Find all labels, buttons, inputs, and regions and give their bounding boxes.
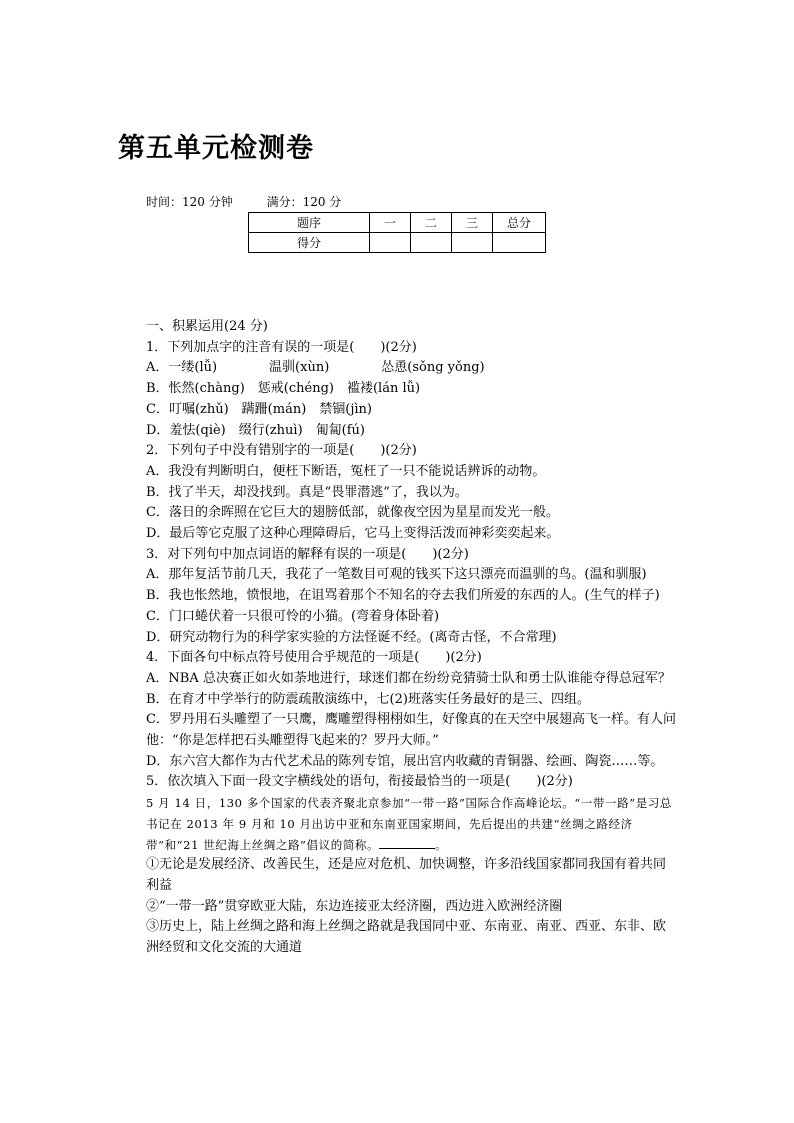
- question-5-passage: [118, 793, 678, 855]
- score-row-label: 得分: [249, 233, 370, 253]
- question-5-sentence-2: ②“一带一路”贯穿欧亚大陆，东边连接亚太经济圈，西边进入欧洲经济圈: [146, 898, 563, 914]
- score-table-header-row: [249, 213, 546, 233]
- score-table-score-row: [249, 233, 546, 253]
- question-5-sentence-1: ①无论是发展经济、改善民生，还是应对危机、加快调整，许多沿线国家都同我国有着共同利益: [146, 857, 667, 893]
- section-heading: 一、积累运用(24 分): [146, 319, 268, 334]
- header-cell-part3: 三: [452, 213, 493, 233]
- question-1-option-a: A．一缕(lǚ) 温驯(xùn) 怂恿(sǒng yǒng): [146, 360, 485, 376]
- question-2-option-c: C．落日的余晖照在它巨大的翅膀低部，就像夜空因为星星而发光一般。: [146, 505, 559, 521]
- question-5-passage-text: 5 月 14 日，130 多个国家的代表齐聚北京参加“一带一路”国际合作高峰论坛。“一带一路”是习总书记在 2013 年 9 月和 10 月出访中亚和东南亚国家期间，先后提出的共建“丝绸之路经济带”和“21 世纪海上丝绸之路”倡议的简称。: [146, 796, 673, 852]
- score-cell-part1[interactable]: [370, 233, 411, 253]
- question-5: 5．依次填入下面一段文字横线处的语句，衔接最恰当的一项是( )(2分): [146, 774, 573, 790]
- question-4-option-d: D．东六宫大都作为古代艺术品的陈列专馆，展出宫内收藏的青铜器、绘画、陶瓷……等。: [146, 753, 664, 769]
- question-2-option-a: A．我没有判断明白，便枉下断语，冤枉了一只不能说话辨诉的动物。: [146, 463, 546, 479]
- question-1: 1．下列加点字的注音有误的一项是( )(2分): [146, 339, 417, 355]
- exam-meta: [146, 193, 341, 210]
- question-4-option-c: C．罗丹用石头雕塑了一只鹰，鹰雕塑得栩栩如生，好像真的在天空中展翅高飞一样。有人问他：“你是怎样把石头雕塑得飞起来的？罗丹大师。”: [146, 712, 676, 749]
- question-3-option-b: B．我也怅然地，愤恨地，在诅骂着那个不知名的夺去我们所爱的东西的人。(生气的样子): [146, 588, 660, 604]
- question-3-option-c: C．门口蜷伏着一只很可怜的小猫。(弯着身体卧着): [146, 608, 440, 624]
- page-title: 第五单元检测卷: [118, 133, 314, 164]
- question-3-option-d: D．研究动物行为的科学家实验的方法怪诞不经。(离奇古怪，不合常理): [146, 629, 557, 645]
- question-5-sentence-3: ③历史上，陆上丝绸之路和海上丝绸之路就是我国同中亚、东南亚、南亚、西亚、东非、欧洲经贸和文化交流的大通道: [146, 919, 667, 956]
- header-cell-part2: 二: [411, 213, 452, 233]
- question-4: 4．下面各句中标点符号使用合乎规范的一项是( )(2分): [146, 650, 482, 666]
- question-4-option-a: A．NBA 总决赛正如火如荼地进行，球迷们都在纷纷竞猜骑士队和勇士队谁能夺得总冠军？: [146, 670, 671, 686]
- score-cell-part3[interactable]: [452, 233, 493, 253]
- header-cell-order: 题序: [249, 213, 370, 233]
- question-1-option-b: B．怅然(chàng) 惩戒(chéng) 褴褛(lán lǚ): [146, 381, 421, 397]
- score-cell-total[interactable]: [493, 233, 546, 253]
- full-score: 满分：120 分: [266, 195, 342, 209]
- header-cell-part1: 一: [370, 213, 411, 233]
- header-cell-total: 总分: [493, 213, 546, 233]
- question-5-passage-end: 。: [435, 837, 448, 852]
- question-2-option-b: B．找了半天，却没找到。真是“畏罪潜逃”了，我以为。: [146, 484, 468, 500]
- question-2: 2．下列句子中没有错别字的一项是( )(2分): [146, 443, 417, 459]
- score-cell-part2[interactable]: [411, 233, 452, 253]
- time-limit: 时间：120 分钟: [146, 195, 233, 209]
- exam-content: [118, 317, 678, 959]
- question-4-option-b: B．在育才中学举行的防震疏散演练中，七(2)班落实任务最好的是三、四组。: [146, 691, 590, 707]
- score-table: [248, 212, 546, 253]
- question-2-option-d: D．最后等它克服了这种心理障碍后，它马上变得活泼而神彩奕奕起来。: [146, 526, 560, 542]
- question-1-option-d: D．羞怯(qiè) 缀行(zhuì) 匍匐(fú): [146, 422, 365, 438]
- question-1-option-c: C．叮嘱(zhǔ) 蹒跚(mán) 禁锢(jìn): [146, 401, 372, 417]
- question-3-option-a: A．那年复活节前几天，我花了一笔数目可观的钱买下这只漂亮而温驯的鸟。(温和驯服): [146, 567, 647, 583]
- question-3: 3．对下列句中加点词语的解释有误的一项是( )(2分): [146, 546, 469, 562]
- fill-in-blank[interactable]: [379, 837, 435, 849]
